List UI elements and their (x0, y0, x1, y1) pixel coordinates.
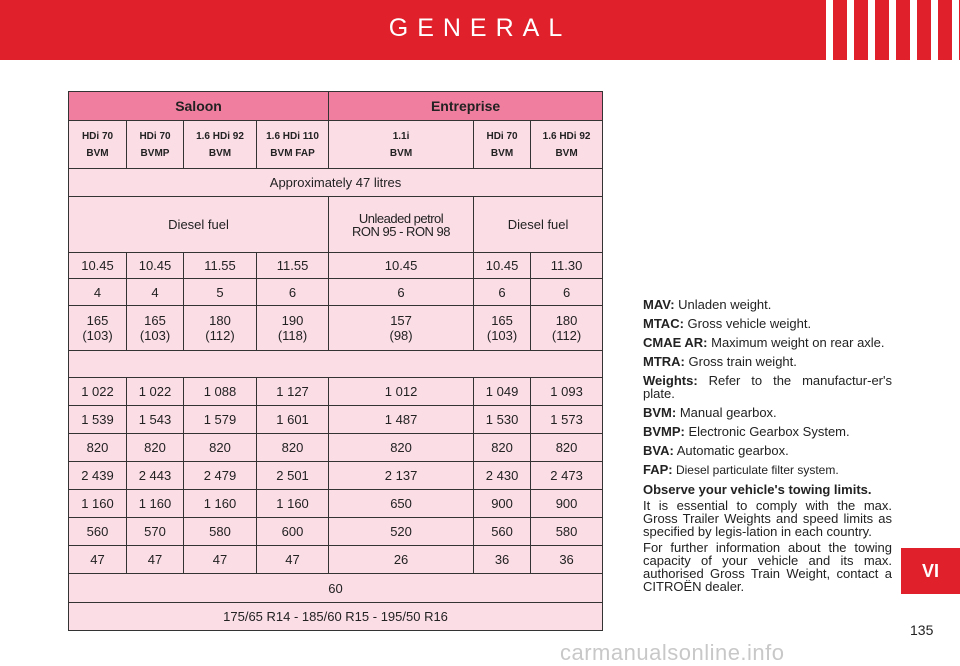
table-cell: 6 (329, 279, 474, 306)
table-row (69, 518, 603, 546)
model-cell: 1.6 HDi 92 BVM (531, 121, 603, 169)
table-row (69, 462, 603, 490)
note-mtra: MTRA: Gross train weight. (643, 354, 797, 369)
spec-table (68, 91, 603, 631)
model-cell: 1.1i BVM (329, 121, 474, 169)
table-cell: 5 (184, 279, 257, 306)
model-cell: 1.6 HDi 110 BVM FAP (257, 121, 329, 169)
table-cell: 4 (69, 279, 127, 306)
table-cell: 1 601 (257, 406, 329, 434)
table-cell: 157 (98) (329, 306, 474, 351)
table-cell: 1 022 (69, 378, 127, 406)
table-cell: 900 (531, 490, 603, 518)
table-cell: 560 (69, 518, 127, 546)
note-observe: Observe your vehicle's towing limits. (643, 482, 872, 497)
group-entreprise: Entreprise (329, 92, 603, 121)
table-row (69, 279, 603, 306)
empty-row (69, 351, 603, 378)
note-bvm: BVM: Manual gearbox. (643, 405, 777, 420)
table-cell: 820 (257, 434, 329, 462)
tyre-sizes: 175/65 R14 - 185/60 R15 - 195/50 R16 (69, 603, 603, 631)
model-cell: HDi 70 BVMP (127, 121, 184, 169)
fuel-petrol: Unleaded petrol RON 95 - RON 98 (329, 197, 474, 253)
table-cell: 10.45 (474, 253, 531, 279)
table-cell: 1 539 (69, 406, 127, 434)
table-cell: 1 049 (474, 378, 531, 406)
table-cell: 820 (329, 434, 474, 462)
table-cell: 2 430 (474, 462, 531, 490)
table-cell: 165 (103) (474, 306, 531, 351)
table-cell: 1 160 (257, 490, 329, 518)
table-cell: 580 (184, 518, 257, 546)
table-cell: 820 (69, 434, 127, 462)
table-cell: 650 (329, 490, 474, 518)
model-cell: 1.6 HDi 92 BVM (184, 121, 257, 169)
page-header (0, 0, 960, 60)
table-cell: 820 (474, 434, 531, 462)
table-cell: 10.45 (127, 253, 184, 279)
table-row (69, 546, 603, 574)
tank-row (69, 169, 603, 197)
table-cell: 1 160 (69, 490, 127, 518)
note-para2: For further information about the towing capacity of your vehicle and its max. authorised Gross Train Weight, contact a CITROËN dealer. (643, 540, 892, 594)
tank-capacity: Approximately 47 litres (69, 169, 603, 197)
table-cell: 165 (103) (69, 306, 127, 351)
page-number: 135 (910, 622, 934, 638)
fuel-diesel-saloon: Diesel fuel (69, 197, 329, 253)
table-cell: 26 (329, 546, 474, 574)
note-cmae: CMAE AR: Maximum weight on rear axle. (643, 335, 885, 350)
group-saloon: Saloon (69, 92, 329, 121)
fuel-row (69, 197, 603, 253)
table-cell: 2 439 (69, 462, 127, 490)
table-cell: 1 530 (474, 406, 531, 434)
tyre-row (69, 603, 603, 631)
empty-cell (69, 351, 603, 378)
table-cell: 1 573 (531, 406, 603, 434)
table-cell: 1 022 (127, 378, 184, 406)
note-bvmp: BVMP: Electronic Gearbox System. (643, 424, 850, 439)
table-cell: 36 (474, 546, 531, 574)
fuel-diesel-entreprise: Diesel fuel (474, 197, 603, 253)
table-cell: 1 160 (127, 490, 184, 518)
table-row (69, 406, 603, 434)
table-cell: 11.30 (531, 253, 603, 279)
table-cell: 2 473 (531, 462, 603, 490)
table-cell: 2 443 (127, 462, 184, 490)
table-cell: 6 (257, 279, 329, 306)
table-cell: 180 (112) (531, 306, 603, 351)
power-row (69, 306, 603, 351)
table-cell: 4 (127, 279, 184, 306)
table-cell: 47 (127, 546, 184, 574)
table-row (69, 490, 603, 518)
table-cell: 10.45 (329, 253, 474, 279)
table-cell: 820 (184, 434, 257, 462)
table-cell: 1 487 (329, 406, 474, 434)
model-row (69, 121, 603, 169)
watermark: carmanualsonline.info (560, 640, 785, 665)
table-cell: 180 (112) (184, 306, 257, 351)
table-cell: 900 (474, 490, 531, 518)
table-cell: 820 (531, 434, 603, 462)
table-cell: 6 (531, 279, 603, 306)
chapter-tab: VI (901, 548, 960, 594)
note-fap: FAP: Diesel particulate filter system. (643, 462, 839, 477)
notes-panel (643, 298, 892, 599)
table-cell: 47 (69, 546, 127, 574)
table-cell: 10.45 (69, 253, 127, 279)
table-cell: 1 127 (257, 378, 329, 406)
page-title: GENERAL (388, 14, 572, 42)
table-cell: 6 (474, 279, 531, 306)
table-row (69, 378, 603, 406)
table-cell: 47 (257, 546, 329, 574)
table-cell: 580 (531, 518, 603, 546)
table-cell: 1 093 (531, 378, 603, 406)
table-cell: 1 160 (184, 490, 257, 518)
table-cell: 560 (474, 518, 531, 546)
table-cell: 820 (127, 434, 184, 462)
table-cell: 11.55 (257, 253, 329, 279)
note-mtac: MTAC: Gross vehicle weight. (643, 316, 812, 331)
table-cell: 570 (127, 518, 184, 546)
table-cell: 1 012 (329, 378, 474, 406)
model-cell: HDi 70 BVM (69, 121, 127, 169)
table-row (69, 434, 603, 462)
table-cell: 190 (118) (257, 306, 329, 351)
table-cell: 2 137 (329, 462, 474, 490)
note-bva: BVA: Automatic gearbox. (643, 443, 789, 458)
note-weights: Weights: Refer to the manufactur-er's plate. (643, 373, 892, 401)
table-cell: 11.55 (184, 253, 257, 279)
table-cell: 36 (531, 546, 603, 574)
full-width-cell: 60 (69, 574, 603, 603)
table-cell: 165 (103) (127, 306, 184, 351)
table-cell: 2 501 (257, 462, 329, 490)
table-cell: 1 088 (184, 378, 257, 406)
note-mav: MAV: Unladen weight. (643, 297, 772, 312)
table-cell: 1 579 (184, 406, 257, 434)
table-cell: 2 479 (184, 462, 257, 490)
table-cell: 600 (257, 518, 329, 546)
model-cell: HDi 70 BVM (474, 121, 531, 169)
note-para1: It is essential to comply with the max. Gross Trailer Weights and speed limits as specified by legis-lation in each country. (643, 498, 892, 539)
table-cell: 47 (184, 546, 257, 574)
table-cell: 1 543 (127, 406, 184, 434)
table-cell: 520 (329, 518, 474, 546)
table-row (69, 253, 603, 279)
speed-row (69, 574, 603, 603)
